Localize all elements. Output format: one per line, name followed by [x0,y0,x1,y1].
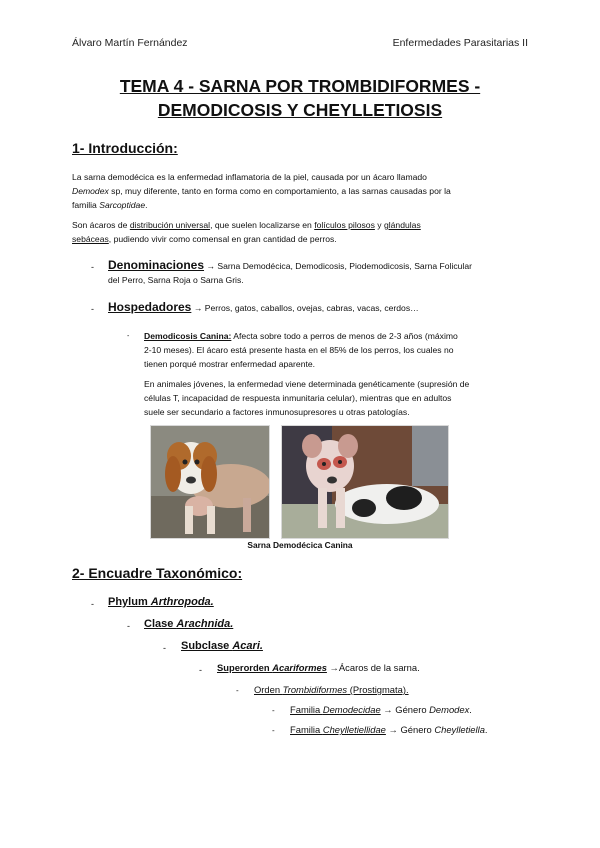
photo-terrier-demodicosis [281,425,449,539]
fam1-label: Familia [290,704,323,715]
bullet-dash: - [199,665,202,675]
bullet-dash: - [91,262,94,272]
subclase-label: Subclase [181,640,233,652]
p1-italic-sarcoptidae: Sarcoptidae [99,200,146,210]
bullet-dash: - [91,304,94,314]
title-line-1: TEMA 4 - SARNA POR TROMBIDIFORMES - [119,76,481,96]
intro-paragraph-1 [72,170,530,212]
denominaciones-label: Denominaciones [108,258,205,272]
bullet-denominaciones [108,258,538,287]
fam2-label: Familia [290,724,323,735]
bullet-dash: - [236,686,239,695]
p1-line-2: sp, muy diferente, tanto en forma como en comportamiento, a las sarnas causadas por la [108,186,451,196]
figure-caption: Sarna Demodécica Canina [247,540,353,550]
tax-phylum [108,596,214,608]
p2-foliculos: folículos pilosos [314,220,375,230]
tax-subclase [181,640,263,652]
canina-line-3: tienen porqué mostrar enfermedad aparente. [144,359,316,369]
orden-label: Orden [254,684,283,695]
hospedadores-label: Hospedadores [108,300,192,314]
p2-c: y [374,220,384,230]
fam2-end: . [484,724,488,735]
superorden-value: Acariformes [272,662,327,673]
tax-orden [254,684,409,695]
taxonomy-heading: 2- Encuadre Taxonómico: [72,565,243,581]
tax-clase [144,618,233,630]
tax-superorden [217,662,420,673]
bullet-dash: - [127,621,130,631]
p2-sebaceas: sebáceas [72,234,109,244]
canina-line-2: 2-10 meses). El ácaro está presente hasta en el 85% de los perros, los cuales no [144,345,454,355]
p2-distribucion: distribución universal [129,220,211,230]
fam1-text: → Género [380,704,430,715]
bullet-dash: - [272,706,275,715]
p2-b: , que suelen localizarse en [210,220,315,230]
clase-value: Arachnida. [176,618,234,630]
subclase-value: Acari. [232,640,263,652]
tax-familia-cheylletiellidae [290,724,488,735]
canina-line-1: Afecta sobre todo a perros de menos de 2-3 años (máximo [231,331,458,341]
fam2-value: Cheylletiellidae [322,724,386,735]
bullet-dash: - [91,599,94,609]
p1-line-3: familia [72,200,100,210]
p2-glandulas: glándulas [383,220,421,230]
bullet-demodicosis-canina [144,329,536,371]
bullet-dash: - [127,333,130,340]
intro-heading: 1- Introducción: [72,140,178,156]
p2-d: , pudiendo vivir como comensal en gran cantidad de perros. [108,234,337,244]
fam1-genus: Demodex [429,704,470,715]
bullet-hospedadores [108,300,538,315]
hospedadores-text: → Perros, gatos, caballos, ovejas, cabras, vacas, cerdos… [191,303,419,313]
superorden-text: →Ácaros de la sarna. [326,662,420,673]
bullet-dash: - [272,726,275,735]
fam1-value: Demodecidae [322,704,381,715]
p2-a: Son ácaros de [72,220,130,230]
phylum-label: Phylum [108,596,151,608]
denominaciones-text: → Sarna Demodécica, Demodicosis, Piodemodicosis, Sarna Folicular [204,261,472,271]
terrier-illustration [282,426,448,538]
superorden-label: Superorden [217,662,273,673]
phylum-value: Arthropoda. [150,596,214,608]
photo-beagle-demodicosis [150,425,270,539]
orden-value: Trombidiformes [282,684,348,695]
canina-label: Demodicosis Canina: [144,331,232,341]
fam2-genus: Cheylletiella [434,724,485,735]
denominaciones-text-2: del Perro, Sarna Roja o Sarna Gris. [108,275,244,285]
fam2-text: → Género [385,724,435,735]
intro-paragraph-2 [72,218,530,246]
fam1-end: . [469,704,472,715]
beagle-illustration [151,426,269,538]
p1-end: . [145,200,148,210]
header-subject: Enfermedades Parasitarias II [392,37,528,49]
clase-label: Clase [144,618,177,630]
title-line-2: DEMODICOSIS Y CHEYLLETIOSIS [157,100,443,120]
jovenes-line-1: En animales jóvenes, la enfermedad viene determinada genéticamente (supresión de [144,379,470,389]
tax-familia-demodecidae [290,704,472,715]
p1-italic-demodex: Demodex [72,186,109,196]
orden-end: (Prostigmata). [347,684,409,695]
p1-line-1: La sarna demodécica es la enfermedad inflamatoria de la piel, causada por un ácaro llamado [72,172,427,182]
jovenes-line-3: suele ser secundario a factores inmunosupresores u otras patologías. [144,407,410,417]
bullet-dash: - [163,643,166,653]
header-author: Álvaro Martín Fernández [72,37,188,49]
paragraph-animales-jovenes [144,377,536,419]
jovenes-line-2: células T, incapacidad de respuesta inmunitaria celular), mientras que en adultos [144,393,452,403]
